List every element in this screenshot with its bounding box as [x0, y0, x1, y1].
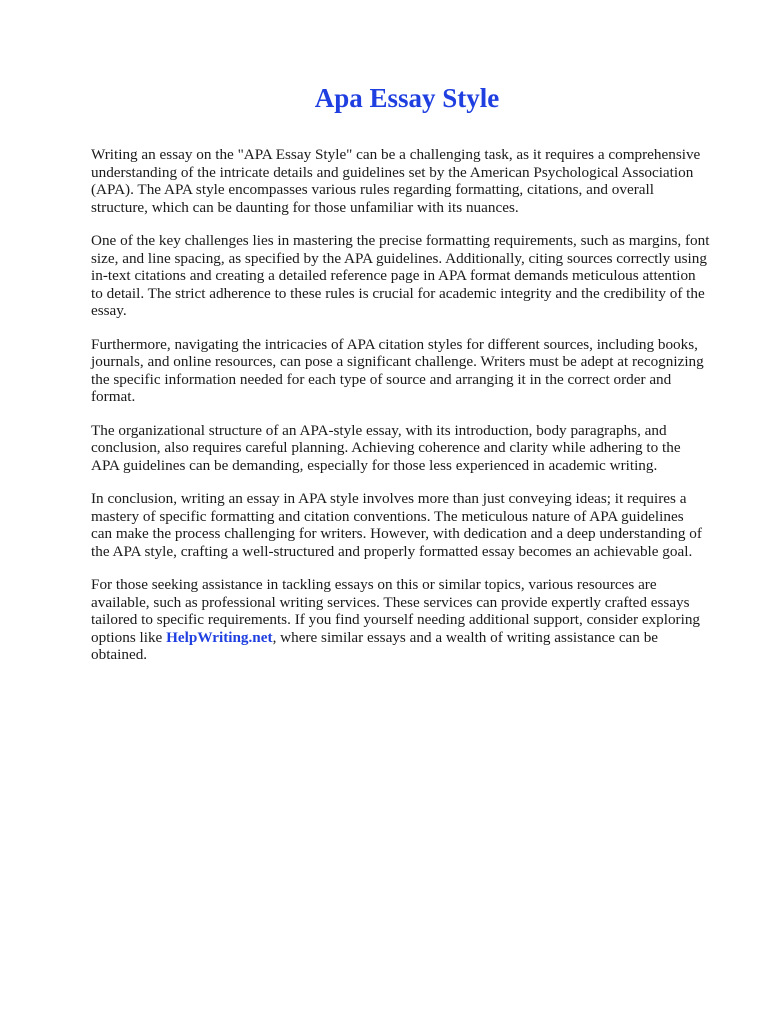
paragraph-3 — [91, 336, 731, 406]
paragraph-line: For those seeking assistance in tackling essays on this or similar topics, various resources are — [91, 576, 657, 593]
page-title: Apa Essay Style — [314, 83, 500, 113]
document-body — [91, 146, 731, 680]
paragraph-link-line — [91, 629, 731, 647]
paragraph-line: conclusion, also requires careful planning. Achieving coherence and clarity while adhering to the — [91, 439, 681, 456]
paragraph-line: Writing an essay on the "APA Essay Style" can be a challenging task, as it requires a comprehensive — [91, 146, 701, 163]
paragraph-6 — [91, 576, 731, 664]
link-line-prefix: options like — [91, 628, 167, 646]
paragraph-5 — [91, 490, 731, 560]
paragraph-line: essay. — [91, 302, 127, 319]
paragraph-line: to detail. The strict adherence to these rules is crucial for academic integrity and the credibility of the — [91, 284, 705, 302]
paragraph-line: mastery of specific formatting and citation conventions. The meticulous nature of APA guidelines — [91, 507, 684, 525]
paragraph-line: the APA style, crafting a well-structured and properly formatted essay becomes an achievable goal. — [91, 542, 693, 560]
paragraph-line: Furthermore, navigating the intricacies of APA citation styles for different sources, including books, — [91, 335, 698, 353]
paragraph-line: APA guidelines can be demanding, especially for those less experienced in academic writing. — [91, 456, 658, 474]
paragraph-line: size, and line spacing, as specified by the APA guidelines. Additionally, citing sources correctly using — [91, 249, 707, 267]
paragraph-line: One of the key challenges lies in mastering the precise formatting requirements, such as margins, font — [91, 232, 710, 249]
paragraph-line: In conclusion, writing an essay in APA style involves more than just conveying ideas; it requires a — [91, 490, 687, 507]
paragraph-line: structure, which can be daunting for those unfamiliar with its nuances. — [91, 198, 519, 216]
helpwriting-link[interactable]: HelpWriting.net — [166, 628, 273, 646]
paragraph-2 — [91, 232, 731, 320]
paragraph-line: journals, and online resources, can pose a significant challenge. Writers must be adept at recognizing — [91, 353, 704, 370]
paragraph-line: (APA). The APA style encompasses various rules regarding formatting, citations, and overall — [91, 181, 654, 198]
paragraph-line: The organizational structure of an APA-style essay, with its introduction, body paragraphs, and — [91, 421, 667, 439]
paragraph-line: tailored to specific requirements. If you find yourself needing additional support, consider exploring — [91, 611, 701, 628]
link-line-suffix: , where similar essays and a wealth of writing assistance can be — [272, 628, 659, 646]
paragraph-1 — [91, 146, 731, 216]
paragraph-line: in-text citations and creating a detailed reference page in APA format demands meticulous attention — [91, 267, 696, 284]
paragraph-line: the specific information needed for each type of source and arranging it in the correct order and — [91, 370, 672, 388]
paragraph-line: can make the process challenging for writers. However, with dedication and a deep understanding of — [91, 525, 702, 542]
paragraph-4 — [91, 422, 731, 475]
paragraph-line: available, such as professional writing services. These services can provide expertly crafted essays — [91, 593, 690, 611]
paragraph-line: obtained. — [91, 646, 148, 663]
paragraph-line: format. — [91, 388, 136, 405]
paragraph-line: understanding of the intricate details and guidelines set by the American Psychological Association — [91, 163, 694, 181]
